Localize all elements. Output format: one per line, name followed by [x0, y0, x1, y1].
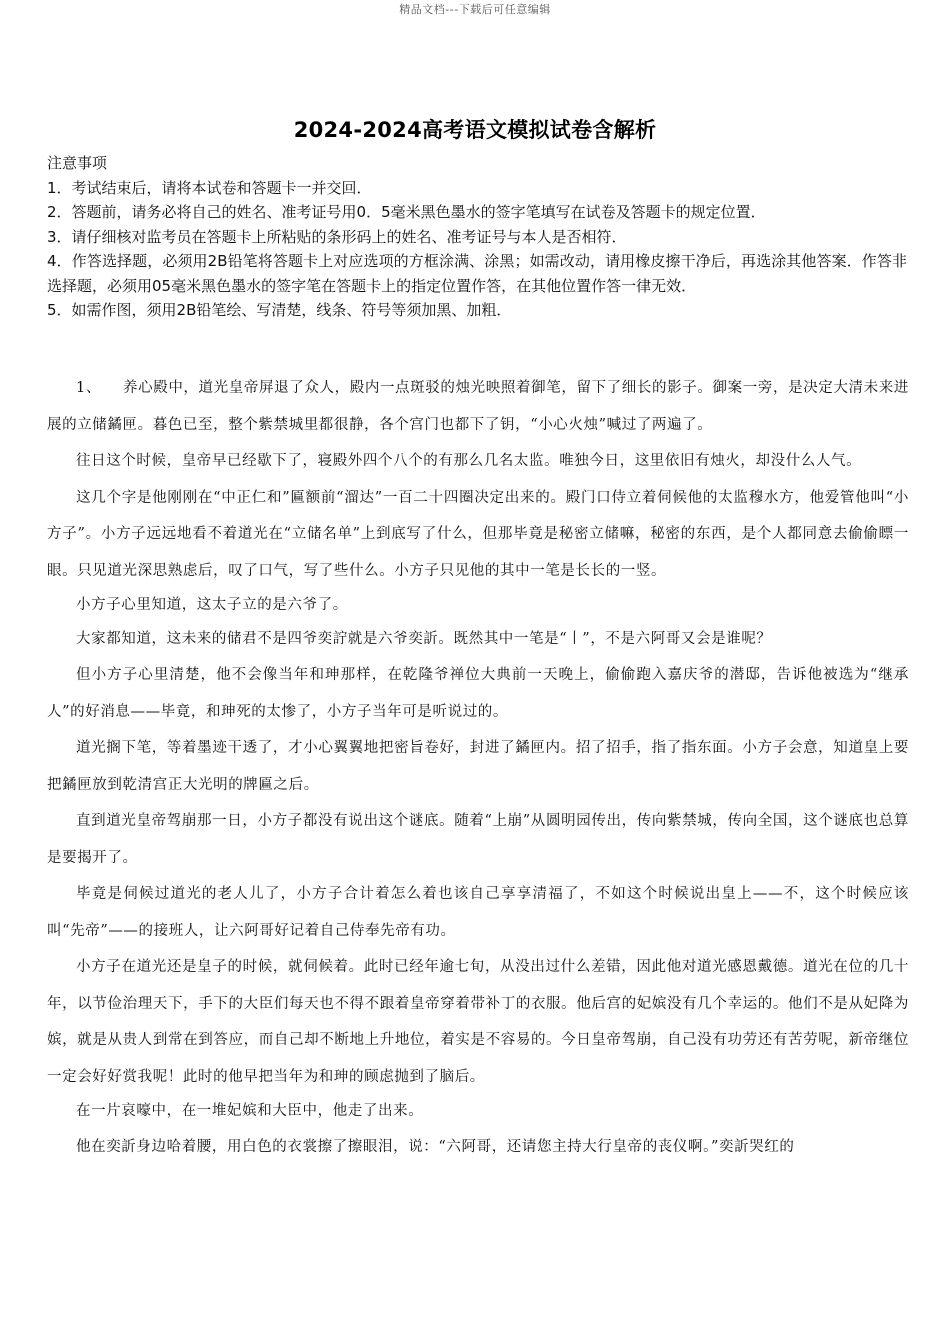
passage-paragraph: 小方子在道光还是皇子的时候，就伺候着。此时已经年逾七旬，从没出过什么差错，因此他对道光感恩戴德。道光在位的几十年，以节俭治理天下，手下的大臣们每天也不得不跟着皇帝穿着带补丁的衣服。他后宫的妃嫔没有几个幸运的。他们不是从妃降为嫔，就是从贵人到常在到答应，而自己却不断地上升地位，着实是不容易的。今日皇帝驾崩，自己没有功劳还有苦劳呢，新帝继位一定会好好赏我呢！此时的他早把当年为和珅的顾虑抛到了脑后。 [47, 959, 909, 1085]
page-header-banner: 精品文档---下载后可任意编辑 [399, 3, 551, 16]
passage-paragraph: 在一片哀嚎中，在一堆妃嫔和大臣中，他走了出来。 [76, 1103, 424, 1119]
passage-paragraph: 直到道光皇帝驾崩那一日，小方子都没有说出这个谜底。随着“上崩”从圆明园传出，传向紫禁城，传向全国，这个谜底也总算是要揭开了。 [47, 813, 909, 866]
passage-paragraph: 小方子心里知道，这太子立的是六爷了。 [76, 597, 348, 613]
passage-paragraph: 但小方子心里清楚，他不会像当年和珅那样，在乾隆爷禅位大典前一天晚上，偷偷跑入嘉庆爷的潜邸，告诉他被选为“继承人”的好消息——毕竟，和珅死的太惨了，小方子当年可是听说过的。 [47, 667, 909, 720]
instruction-item: 5．如需作图，须用2B铅笔绘、写清楚，线条、符号等须加黑、加粗． [47, 301, 512, 319]
passage-paragraph: 这几个字是他刚刚在“中正仁和”匾额前“溜达”一百二十四圈决定出来的。殿门口侍立着伺候他的太监穆水方，他爱管他叫“小方子”。小方子远远地看不着道光在“立储名单”上到底写了什么，但那毕竟是秘密立储嘛，秘密的东西，是个人都同意去偷偷瞟一眼。只见道光深思熟虑后，叹了口气，写了些什么。小方子只见他的其中一笔是长长的一竖。 [47, 489, 909, 579]
passage-paragraph: 道光搁下笔，等着墨迹干透了，才小心翼翼地把密旨卷好，封进了鐍匣内。招了招手，指了指东面。小方子会意，知道皇上要把鐍匣放到乾清宫正大光明的牌匾之后。 [47, 740, 909, 793]
instruction-item: 4．作答选择题，必须用2B铅笔将答题卡上对应选项的方框涂满、涂黑；如需改动，请用橡皮擦干净后，再选涂其他答案．作答非选择题，必须用05毫米黑色墨水的签字笔在答题卡上的指定位置作答，在其他位置作答一律无效． [47, 252, 907, 295]
passage-paragraph: 他在奕訢身边哈着腰，用白色的衣裳擦了擦眼泪，说：“六阿哥，还请您主持大行皇帝的丧仪啊。”奕訢哭红的 [76, 1139, 795, 1155]
instruction-item: 2．答题前，请务必将自己的姓名、准考证号用0．5毫米黑色墨水的签字笔填写在试卷及答题卡的规定位置． [47, 203, 766, 221]
instruction-item: 1．考试结束后，请将本试卷和答题卡一并交回． [47, 178, 372, 197]
document-title: 2024-2024高考语文模拟试卷含解析 [293, 118, 657, 142]
instruction-item: 3．请仔细核对监考员在答题卡上所粘贴的条形码上的姓名、准考证号与本人是否相符． [47, 227, 627, 246]
passage-paragraph: 毕竟是伺候过道光的老人儿了，小方子合计着怎么着也该自己享享清福了，不如这个时候说出皇上——不，这个时候应该叫“先帝”——的接班人，让六阿哥好记着自己侍奉先帝有功。 [47, 886, 909, 939]
instructions-section [47, 151, 907, 323]
paragraph-text: 养心殿中，道光皇帝屏退了众人，殿内一点斑驳的烛光映照着御笔，留下了细长的影子。御案一旁，是决定大清未来进展的立储鐍匣。暮色已至，整个紫禁城里都很静，各个宫门也都下了钥，“小心火烛”喊过了两遍了。 [47, 380, 909, 433]
instructions-heading: 注意事项 [47, 154, 108, 172]
passage-paragraph: 大家都知道，这未来的储君不是四爷奕詝就是六爷奕訢。既然其中一笔是“丨”，不是六阿哥又会是谁呢？ [76, 631, 772, 647]
reading-passage [47, 370, 909, 1166]
passage-paragraph: 往日这个时候，皇帝早已经歇下了，寝殿外四个八个的有那么几名太监。唯独今日，这里依旧有烛火，却没什么人气。 [76, 453, 862, 469]
passage-paragraph [47, 370, 909, 443]
question-number: 1、 [76, 380, 101, 396]
